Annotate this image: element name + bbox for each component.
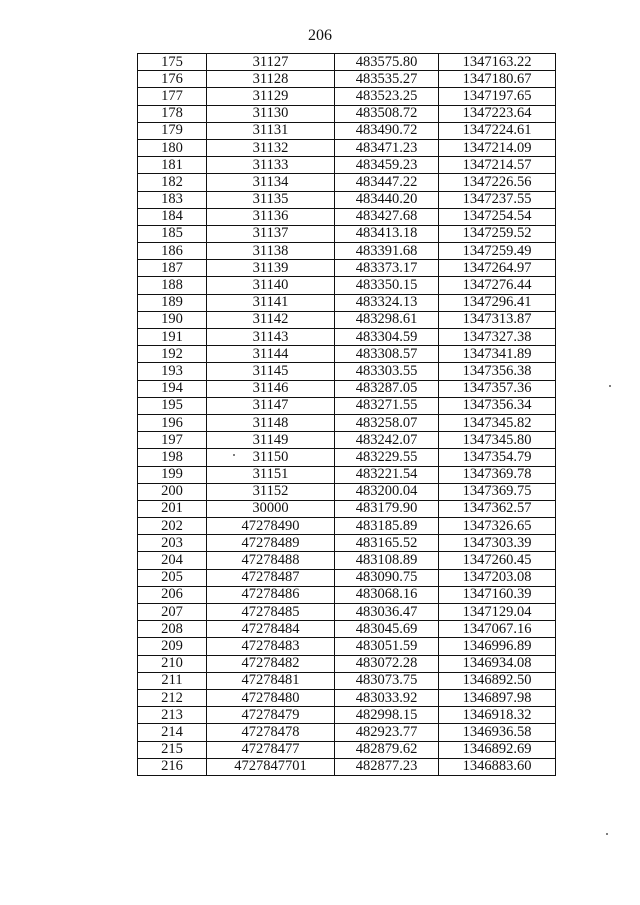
x-coordinate-cell: 483350.15 <box>335 277 439 294</box>
point-id-cell: 47278479 <box>207 707 335 724</box>
point-id-cell: 47278482 <box>207 655 335 672</box>
y-coordinate-cell: 1347341.89 <box>439 346 556 363</box>
point-number-cell: 199 <box>138 466 207 483</box>
point-number-cell: 209 <box>138 638 207 655</box>
x-coordinate-cell: 483308.57 <box>335 346 439 363</box>
scan-speck <box>233 454 235 456</box>
point-id-cell: 47278481 <box>207 672 335 689</box>
table-row <box>138 157 556 174</box>
table-row <box>138 518 556 535</box>
point-number-cell: 183 <box>138 191 207 208</box>
point-id-cell: 31131 <box>207 122 335 139</box>
x-coordinate-cell: 483427.68 <box>335 208 439 225</box>
point-id-cell: 31144 <box>207 346 335 363</box>
point-number-cell: 186 <box>138 243 207 260</box>
point-id-cell: 47278485 <box>207 604 335 621</box>
x-coordinate-cell: 483373.17 <box>335 260 439 277</box>
x-coordinate-cell: 482879.62 <box>335 741 439 758</box>
table-row <box>138 311 556 328</box>
x-coordinate-cell: 483179.90 <box>335 500 439 517</box>
x-coordinate-cell: 483185.89 <box>335 518 439 535</box>
y-coordinate-cell: 1347163.22 <box>439 54 556 71</box>
point-id-cell: 31149 <box>207 432 335 449</box>
x-coordinate-cell: 483271.55 <box>335 397 439 414</box>
x-coordinate-cell: 483073.75 <box>335 672 439 689</box>
point-id-cell: 31137 <box>207 225 335 242</box>
table-row <box>138 724 556 741</box>
x-coordinate-cell: 482877.23 <box>335 758 439 775</box>
point-number-cell: 204 <box>138 552 207 569</box>
x-coordinate-cell: 483324.13 <box>335 294 439 311</box>
table-row <box>138 294 556 311</box>
x-coordinate-cell: 482923.77 <box>335 724 439 741</box>
y-coordinate-cell: 1347197.65 <box>439 88 556 105</box>
table-row <box>138 346 556 363</box>
point-number-cell: 216 <box>138 758 207 775</box>
table-row <box>138 174 556 191</box>
table-row <box>138 243 556 260</box>
point-number-cell: 210 <box>138 655 207 672</box>
table-row <box>138 397 556 414</box>
x-coordinate-cell: 483033.92 <box>335 689 439 706</box>
x-coordinate-cell: 483036.47 <box>335 604 439 621</box>
table-row <box>138 380 556 397</box>
x-coordinate-cell: 483575.80 <box>335 54 439 71</box>
table-row <box>138 449 556 466</box>
table-row <box>138 277 556 294</box>
y-coordinate-cell: 1347214.57 <box>439 157 556 174</box>
point-number-cell: 182 <box>138 174 207 191</box>
point-id-cell: 31134 <box>207 174 335 191</box>
point-id-cell: 31151 <box>207 466 335 483</box>
scan-speck <box>606 833 608 835</box>
x-coordinate-cell: 483258.07 <box>335 414 439 431</box>
table-row <box>138 586 556 603</box>
coordinates-table <box>137 53 556 776</box>
table-row <box>138 535 556 552</box>
point-number-cell: 184 <box>138 208 207 225</box>
point-id-cell: 31145 <box>207 363 335 380</box>
table-row <box>138 466 556 483</box>
table-row <box>138 414 556 431</box>
point-id-cell: 31139 <box>207 260 335 277</box>
y-coordinate-cell: 1347259.49 <box>439 243 556 260</box>
y-coordinate-cell: 1347226.56 <box>439 174 556 191</box>
y-coordinate-cell: 1347326.65 <box>439 518 556 535</box>
x-coordinate-cell: 483391.68 <box>335 243 439 260</box>
point-number-cell: 202 <box>138 518 207 535</box>
point-number-cell: 179 <box>138 122 207 139</box>
table-row <box>138 604 556 621</box>
table-row <box>138 329 556 346</box>
point-number-cell: 193 <box>138 363 207 380</box>
y-coordinate-cell: 1347369.75 <box>439 483 556 500</box>
point-id-cell: 31129 <box>207 88 335 105</box>
x-coordinate-cell: 483090.75 <box>335 569 439 586</box>
y-coordinate-cell: 1346996.89 <box>439 638 556 655</box>
point-number-cell: 197 <box>138 432 207 449</box>
x-coordinate-cell: 483165.52 <box>335 535 439 552</box>
x-coordinate-cell: 483523.25 <box>335 88 439 105</box>
table-row <box>138 569 556 586</box>
point-number-cell: 205 <box>138 569 207 586</box>
point-id-cell: 47278480 <box>207 689 335 706</box>
point-id-cell: 31130 <box>207 105 335 122</box>
table-row <box>138 689 556 706</box>
point-id-cell: 31127 <box>207 54 335 71</box>
x-coordinate-cell: 483298.61 <box>335 311 439 328</box>
y-coordinate-cell: 1346892.50 <box>439 672 556 689</box>
point-id-cell: 47278488 <box>207 552 335 569</box>
x-coordinate-cell: 483068.16 <box>335 586 439 603</box>
point-number-cell: 178 <box>138 105 207 122</box>
y-coordinate-cell: 1347260.45 <box>439 552 556 569</box>
table-row <box>138 621 556 638</box>
point-number-cell: 177 <box>138 88 207 105</box>
table-row <box>138 432 556 449</box>
point-number-cell: 181 <box>138 157 207 174</box>
x-coordinate-cell: 483508.72 <box>335 105 439 122</box>
y-coordinate-cell: 1347356.34 <box>439 397 556 414</box>
point-number-cell: 185 <box>138 225 207 242</box>
point-number-cell: 190 <box>138 311 207 328</box>
table-row <box>138 139 556 156</box>
point-number-cell: 215 <box>138 741 207 758</box>
y-coordinate-cell: 1347296.41 <box>439 294 556 311</box>
table-row <box>138 260 556 277</box>
point-id-cell: 47278484 <box>207 621 335 638</box>
y-coordinate-cell: 1347264.97 <box>439 260 556 277</box>
point-number-cell: 187 <box>138 260 207 277</box>
x-coordinate-cell: 483303.55 <box>335 363 439 380</box>
page-number: 206 <box>308 27 332 44</box>
point-id-cell: 31150 <box>207 449 335 466</box>
table-row <box>138 672 556 689</box>
y-coordinate-cell: 1347345.80 <box>439 432 556 449</box>
y-coordinate-cell: 1347237.55 <box>439 191 556 208</box>
y-coordinate-cell: 1346936.58 <box>439 724 556 741</box>
y-coordinate-cell: 1347254.54 <box>439 208 556 225</box>
point-number-cell: 198 <box>138 449 207 466</box>
x-coordinate-cell: 483072.28 <box>335 655 439 672</box>
point-id-cell: 31132 <box>207 139 335 156</box>
table-row <box>138 88 556 105</box>
x-coordinate-cell: 483413.18 <box>335 225 439 242</box>
y-coordinate-cell: 1347129.04 <box>439 604 556 621</box>
point-number-cell: 200 <box>138 483 207 500</box>
x-coordinate-cell: 483304.59 <box>335 329 439 346</box>
x-coordinate-cell: 483440.20 <box>335 191 439 208</box>
point-number-cell: 180 <box>138 139 207 156</box>
y-coordinate-cell: 1347259.52 <box>439 225 556 242</box>
table-row <box>138 122 556 139</box>
point-number-cell: 211 <box>138 672 207 689</box>
point-id-cell: 31146 <box>207 380 335 397</box>
point-id-cell: 31136 <box>207 208 335 225</box>
table-row <box>138 208 556 225</box>
x-coordinate-cell: 483051.59 <box>335 638 439 655</box>
table-row <box>138 638 556 655</box>
point-number-cell: 195 <box>138 397 207 414</box>
point-id-cell: 4727847701 <box>207 758 335 775</box>
y-coordinate-cell: 1346934.08 <box>439 655 556 672</box>
y-coordinate-cell: 1346883.60 <box>439 758 556 775</box>
y-coordinate-cell: 1347214.09 <box>439 139 556 156</box>
x-coordinate-cell: 483045.69 <box>335 621 439 638</box>
point-number-cell: 207 <box>138 604 207 621</box>
point-number-cell: 201 <box>138 500 207 517</box>
y-coordinate-cell: 1346892.69 <box>439 741 556 758</box>
x-coordinate-cell: 483221.54 <box>335 466 439 483</box>
point-id-cell: 47278486 <box>207 586 335 603</box>
x-coordinate-cell: 483229.55 <box>335 449 439 466</box>
point-id-cell: 30000 <box>207 500 335 517</box>
point-id-cell: 47278477 <box>207 741 335 758</box>
table-row <box>138 758 556 775</box>
table-row <box>138 655 556 672</box>
y-coordinate-cell: 1347327.38 <box>439 329 556 346</box>
point-number-cell: 203 <box>138 535 207 552</box>
table-row <box>138 54 556 71</box>
point-number-cell: 191 <box>138 329 207 346</box>
point-id-cell: 47278490 <box>207 518 335 535</box>
point-id-cell: 31148 <box>207 414 335 431</box>
table-row <box>138 741 556 758</box>
y-coordinate-cell: 1347160.39 <box>439 586 556 603</box>
table-row <box>138 105 556 122</box>
point-id-cell: 47278487 <box>207 569 335 586</box>
point-number-cell: 192 <box>138 346 207 363</box>
point-number-cell: 176 <box>138 71 207 88</box>
point-number-cell: 214 <box>138 724 207 741</box>
table-row <box>138 483 556 500</box>
y-coordinate-cell: 1347203.08 <box>439 569 556 586</box>
table-row <box>138 363 556 380</box>
table-row <box>138 71 556 88</box>
point-id-cell: 31143 <box>207 329 335 346</box>
table-row <box>138 225 556 242</box>
x-coordinate-cell: 482998.15 <box>335 707 439 724</box>
x-coordinate-cell: 483242.07 <box>335 432 439 449</box>
point-id-cell: 47278489 <box>207 535 335 552</box>
point-id-cell: 31141 <box>207 294 335 311</box>
point-number-cell: 175 <box>138 54 207 71</box>
table-row <box>138 191 556 208</box>
y-coordinate-cell: 1347369.78 <box>439 466 556 483</box>
table-row <box>138 552 556 569</box>
y-coordinate-cell: 1347313.87 <box>439 311 556 328</box>
point-number-cell: 212 <box>138 689 207 706</box>
x-coordinate-cell: 483447.22 <box>335 174 439 191</box>
y-coordinate-cell: 1347303.39 <box>439 535 556 552</box>
y-coordinate-cell: 1346918.32 <box>439 707 556 724</box>
table-row <box>138 500 556 517</box>
point-number-cell: 213 <box>138 707 207 724</box>
point-id-cell: 31140 <box>207 277 335 294</box>
point-number-cell: 206 <box>138 586 207 603</box>
y-coordinate-cell: 1347067.16 <box>439 621 556 638</box>
scan-speck <box>609 385 611 387</box>
point-number-cell: 188 <box>138 277 207 294</box>
x-coordinate-cell: 483108.89 <box>335 552 439 569</box>
x-coordinate-cell: 483490.72 <box>335 122 439 139</box>
x-coordinate-cell: 483459.23 <box>335 157 439 174</box>
y-coordinate-cell: 1347180.67 <box>439 71 556 88</box>
point-id-cell: 31135 <box>207 191 335 208</box>
point-id-cell: 47278483 <box>207 638 335 655</box>
point-id-cell: 31152 <box>207 483 335 500</box>
point-id-cell: 31142 <box>207 311 335 328</box>
y-coordinate-cell: 1347356.38 <box>439 363 556 380</box>
x-coordinate-cell: 483535.27 <box>335 71 439 88</box>
y-coordinate-cell: 1347345.82 <box>439 414 556 431</box>
point-number-cell: 194 <box>138 380 207 397</box>
y-coordinate-cell: 1346897.98 <box>439 689 556 706</box>
y-coordinate-cell: 1347354.79 <box>439 449 556 466</box>
y-coordinate-cell: 1347224.61 <box>439 122 556 139</box>
y-coordinate-cell: 1347362.57 <box>439 500 556 517</box>
point-id-cell: 31133 <box>207 157 335 174</box>
y-coordinate-cell: 1347357.36 <box>439 380 556 397</box>
point-number-cell: 196 <box>138 414 207 431</box>
point-number-cell: 189 <box>138 294 207 311</box>
x-coordinate-cell: 483471.23 <box>335 139 439 156</box>
table-row <box>138 707 556 724</box>
x-coordinate-cell: 483287.05 <box>335 380 439 397</box>
point-id-cell: 31138 <box>207 243 335 260</box>
point-id-cell: 31147 <box>207 397 335 414</box>
x-coordinate-cell: 483200.04 <box>335 483 439 500</box>
y-coordinate-cell: 1347223.64 <box>439 105 556 122</box>
point-id-cell: 47278478 <box>207 724 335 741</box>
coordinates-table-body <box>138 54 556 776</box>
point-number-cell: 208 <box>138 621 207 638</box>
y-coordinate-cell: 1347276.44 <box>439 277 556 294</box>
point-id-cell: 31128 <box>207 71 335 88</box>
